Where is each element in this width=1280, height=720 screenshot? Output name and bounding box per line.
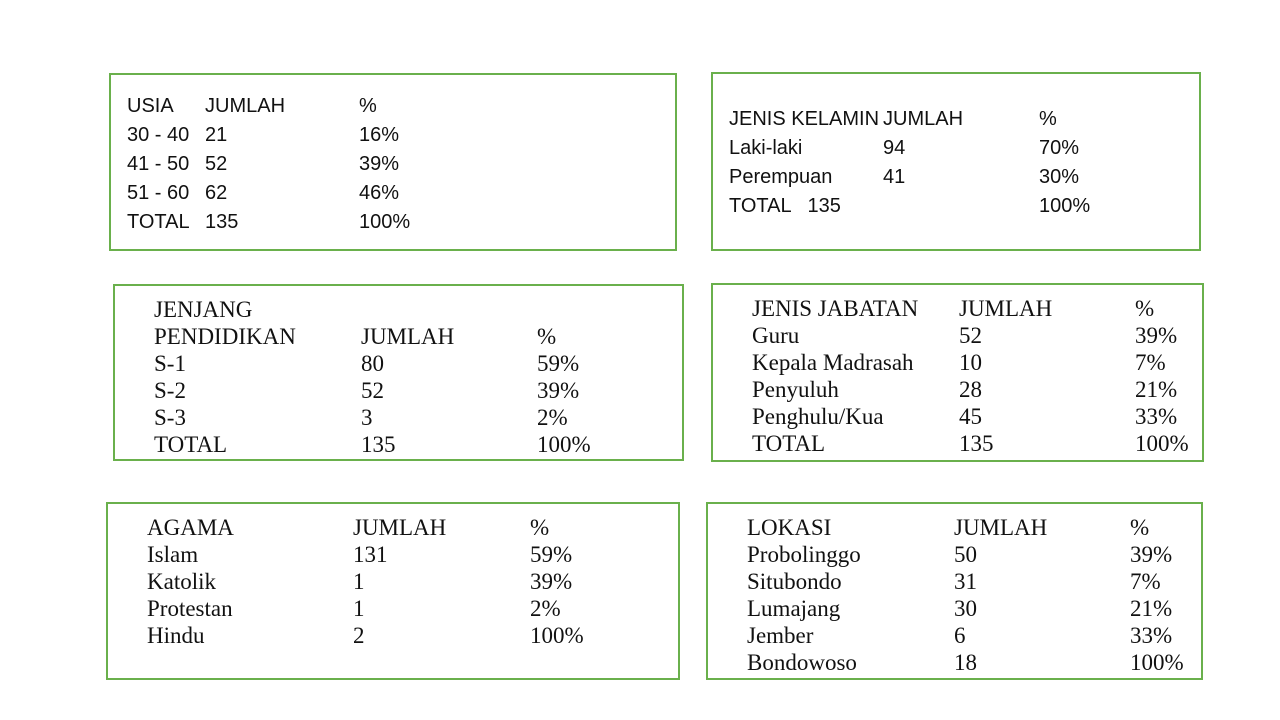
row-label: Islam bbox=[147, 542, 199, 567]
row-count: 80 bbox=[361, 351, 384, 376]
row-count: 10 bbox=[959, 350, 982, 375]
row-label: S-3 bbox=[154, 405, 186, 430]
table-row bbox=[154, 350, 682, 377]
row-percent: 100% bbox=[537, 432, 591, 457]
row-label: Perempuan bbox=[729, 166, 833, 188]
row-count: 52 bbox=[959, 323, 982, 348]
row-label: TOTAL bbox=[154, 432, 228, 457]
header-percent: % bbox=[1135, 296, 1155, 321]
table-row bbox=[747, 541, 1201, 568]
table-row bbox=[127, 179, 675, 208]
row-count: 62 bbox=[205, 182, 228, 204]
row-label: 51 - 60 bbox=[127, 182, 190, 204]
header-percent: % bbox=[1039, 108, 1057, 130]
table-row bbox=[747, 622, 1201, 649]
row-percent: 39% bbox=[1135, 323, 1178, 348]
table-row bbox=[752, 349, 1202, 376]
row-count: 3 bbox=[361, 405, 373, 430]
row-label: S-1 bbox=[154, 351, 186, 376]
header-lokasi: LOKASI bbox=[747, 515, 832, 540]
row-percent: 21% bbox=[1135, 377, 1178, 402]
table-jenis-kelamin bbox=[711, 72, 1201, 251]
row-count: 18 bbox=[954, 650, 977, 675]
table-row bbox=[729, 134, 1199, 163]
row-percent: 70% bbox=[1039, 137, 1080, 159]
row-percent: 7% bbox=[1135, 350, 1166, 375]
row-count: 21 bbox=[205, 124, 228, 146]
table-jenis-jabatan bbox=[711, 283, 1204, 462]
table-header bbox=[752, 295, 1202, 322]
table-row-total bbox=[127, 208, 675, 237]
row-percent: 100% bbox=[359, 211, 411, 233]
table-row bbox=[747, 568, 1201, 595]
table-header bbox=[147, 514, 678, 541]
header-jumlah: JUMLAH bbox=[361, 324, 455, 349]
table-row bbox=[729, 163, 1199, 192]
table-header bbox=[747, 514, 1201, 541]
header-agama: AGAMA bbox=[147, 515, 234, 540]
row-label: S-2 bbox=[154, 378, 186, 403]
row-label: Probolinggo bbox=[747, 542, 861, 567]
table-row bbox=[147, 622, 678, 649]
header-jumlah: JUMLAH bbox=[883, 108, 964, 130]
row-percent: 39% bbox=[359, 153, 400, 175]
row-percent: 100% bbox=[1135, 431, 1189, 456]
row-count: 1 bbox=[353, 569, 365, 594]
row-percent: 100% bbox=[1039, 195, 1091, 217]
header-usia: USIA bbox=[127, 95, 174, 117]
header-percent: % bbox=[359, 95, 377, 117]
header-jenis-kelamin: JENIS KELAMIN bbox=[729, 108, 880, 130]
row-count: 28 bbox=[959, 377, 982, 402]
row-count: 135 bbox=[959, 431, 994, 456]
row-label: Katolik bbox=[147, 569, 216, 594]
header-percent: % bbox=[530, 515, 550, 540]
table-agama bbox=[106, 502, 680, 680]
table-row bbox=[147, 541, 678, 568]
row-count: 94 bbox=[883, 137, 906, 159]
row-label: Guru bbox=[752, 323, 800, 348]
row-count: 2 bbox=[353, 623, 365, 648]
header-jenis-jabatan: JENIS JABATAN bbox=[752, 296, 919, 321]
table-usia bbox=[109, 73, 677, 251]
table-row bbox=[127, 150, 675, 179]
header-jumlah: JUMLAH bbox=[353, 515, 447, 540]
row-label: Penghulu/Kua bbox=[752, 404, 884, 429]
table-jenjang-pendidikan bbox=[113, 284, 684, 461]
row-label: Hindu bbox=[147, 623, 205, 648]
row-label: Penyuluh bbox=[752, 377, 839, 402]
table-row bbox=[147, 595, 678, 622]
row-count: 135 bbox=[361, 432, 396, 457]
table-header bbox=[729, 105, 1199, 134]
table-row-total bbox=[752, 430, 1202, 457]
row-percent: 59% bbox=[530, 542, 573, 567]
row-label: Protestan bbox=[147, 596, 233, 621]
table-row bbox=[747, 595, 1201, 622]
row-label: Situbondo bbox=[747, 569, 842, 594]
row-percent: 100% bbox=[1130, 650, 1184, 675]
row-total-label: TOTAL 135 bbox=[729, 195, 841, 217]
table-row-total bbox=[729, 192, 1199, 221]
row-count: 30 bbox=[954, 596, 977, 621]
row-percent: 21% bbox=[1130, 596, 1173, 621]
header-jenjang: JENJANG bbox=[154, 297, 253, 322]
row-percent: 100% bbox=[530, 623, 584, 648]
row-label: Jember bbox=[747, 623, 814, 648]
row-percent: 7% bbox=[1130, 569, 1161, 594]
table-lokasi bbox=[706, 502, 1203, 680]
row-percent: 2% bbox=[530, 596, 561, 621]
row-percent: 46% bbox=[359, 182, 400, 204]
row-label: Kepala Madrasah bbox=[752, 350, 914, 375]
row-count: 1 bbox=[353, 596, 365, 621]
table-row bbox=[154, 377, 682, 404]
header-pendidikan: PENDIDIKAN bbox=[154, 324, 296, 349]
header-jumlah: JUMLAH bbox=[954, 515, 1048, 540]
table-row-total bbox=[154, 431, 682, 458]
row-percent: 30% bbox=[1039, 166, 1080, 188]
row-count: 6 bbox=[954, 623, 966, 648]
row-label: TOTAL bbox=[752, 431, 826, 456]
header-jumlah: JUMLAH bbox=[959, 296, 1053, 321]
row-percent: 33% bbox=[1130, 623, 1173, 648]
row-count: 41 bbox=[883, 166, 906, 188]
row-percent: 33% bbox=[1135, 404, 1178, 429]
row-count: 135 bbox=[205, 211, 239, 233]
row-percent: 2% bbox=[537, 405, 568, 430]
table-row bbox=[154, 404, 682, 431]
row-count: 131 bbox=[353, 542, 388, 567]
row-count: 50 bbox=[954, 542, 977, 567]
row-percent: 59% bbox=[537, 351, 580, 376]
row-percent: 39% bbox=[530, 569, 573, 594]
table-row bbox=[127, 121, 675, 150]
row-count: 52 bbox=[361, 378, 384, 403]
row-percent: 39% bbox=[1130, 542, 1173, 567]
table-row bbox=[752, 403, 1202, 430]
row-label: Laki-laki bbox=[729, 137, 803, 159]
table-header bbox=[154, 296, 682, 350]
row-percent: 16% bbox=[359, 124, 400, 146]
header-jumlah: JUMLAH bbox=[205, 95, 286, 117]
table-row bbox=[747, 649, 1201, 676]
table-row bbox=[752, 376, 1202, 403]
header-percent: % bbox=[1130, 515, 1150, 540]
table-header bbox=[127, 92, 675, 121]
row-count: 31 bbox=[954, 569, 977, 594]
row-count: 45 bbox=[959, 404, 982, 429]
table-row bbox=[752, 322, 1202, 349]
header-percent: % bbox=[537, 324, 557, 349]
row-label: TOTAL bbox=[127, 211, 190, 233]
row-label: 30 - 40 bbox=[127, 124, 190, 146]
row-count: 52 bbox=[205, 153, 228, 175]
row-label: Bondowoso bbox=[747, 650, 857, 675]
row-label: 41 - 50 bbox=[127, 153, 190, 175]
row-percent: 39% bbox=[537, 378, 580, 403]
table-row bbox=[147, 568, 678, 595]
row-label: Lumajang bbox=[747, 596, 841, 621]
